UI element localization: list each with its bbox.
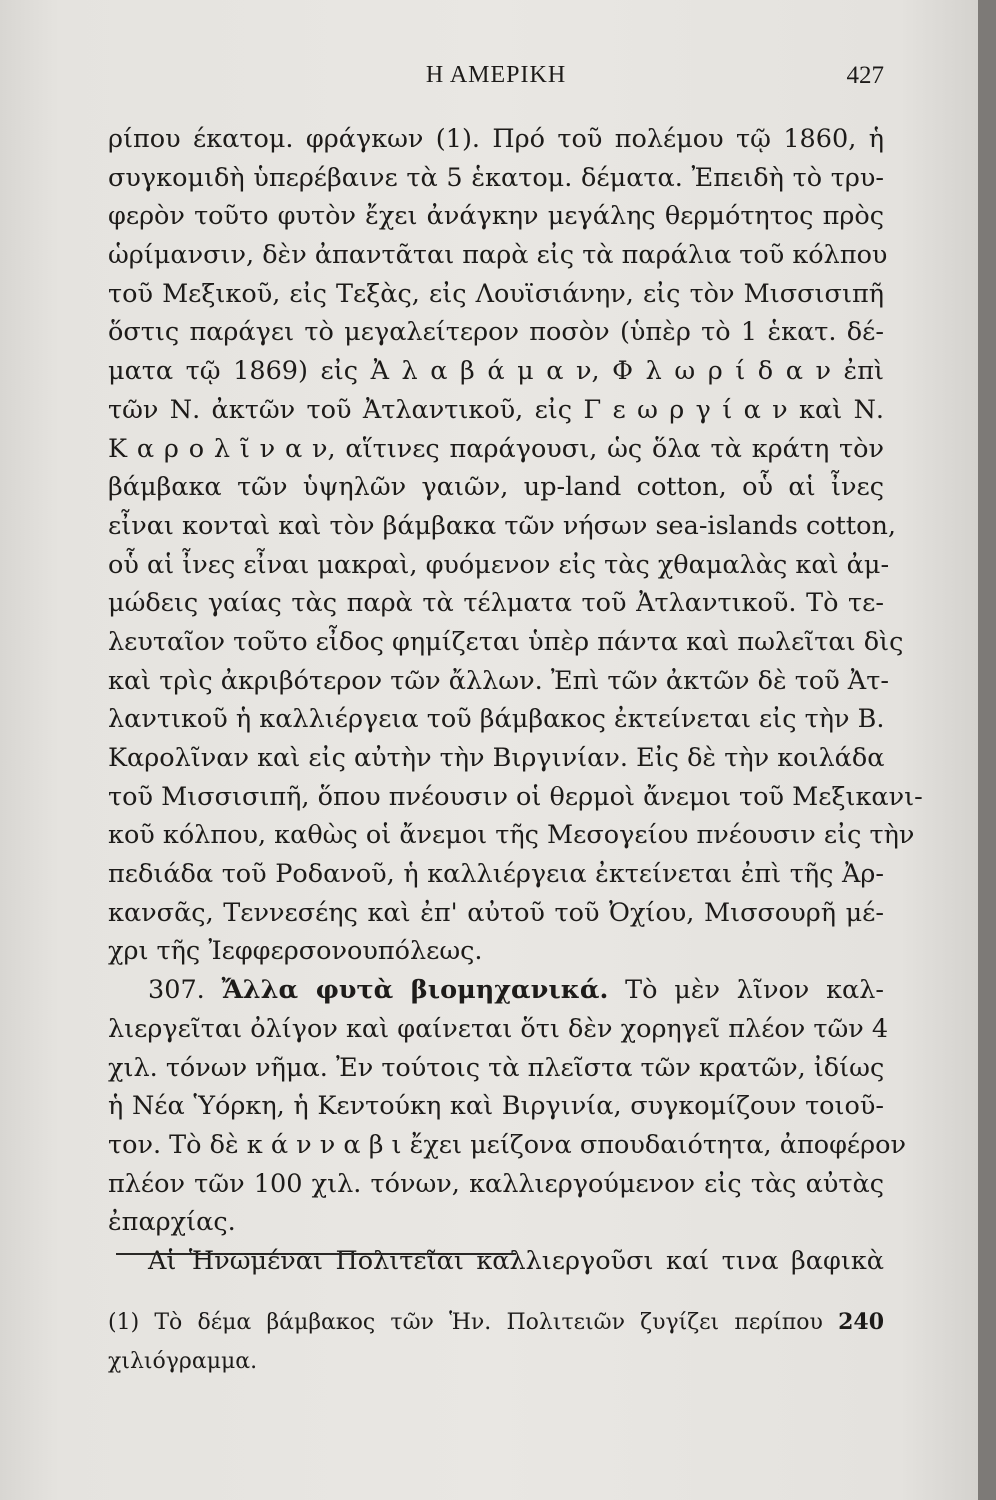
section-title: Ἄλλα φυτὰ βιομηχανικά. xyxy=(221,975,609,1006)
footnote-line xyxy=(108,1302,884,1342)
section-number: 307. xyxy=(148,975,205,1006)
text-line: λιεργεῖται ὀλίγον καὶ φαίνεται ὅτι δὲν χορηγεῖ πλέον τῶν 4 xyxy=(108,1013,889,1044)
text-line: ἡ Νέα Ὑόρκη, ἡ Κεντούκη καὶ Βιργινία, συγκομίζουν τοιοῦ- xyxy=(108,1091,884,1122)
footnote-text: Τὸ δέμα βάμβακος τῶν Ἡν. Πολιτειῶν ζυγίζει περίπου xyxy=(154,1310,823,1335)
text-line: συγκομιδὴ ὑπερέβαινε τὰ 5 ἑκατομ. δέματα. Ἐπειδὴ τὸ τρυ- xyxy=(108,162,884,193)
footnote-weight: 240 xyxy=(838,1309,885,1335)
text-line: τον. Τὸ δὲ κ ά ν ν α β ι ἔχει μείζονα σπουδαιότητα, ἀποφέρον xyxy=(108,1129,906,1160)
text-line: τοῦ Μεξικοῦ, εἰς Τεξὰς, εἰς Λουϊσιάνην, εἰς τὸν Μισσισιπῆ xyxy=(108,278,884,309)
text-line: κανσᾶς, Τεννεσέης καὶ ἐπ' αὐτοῦ τοῦ Ὀχίου, Μισσουρῆ μέ- xyxy=(108,897,884,928)
footnote-marker: (1) xyxy=(108,1310,140,1335)
text-line: Καρολῖναν καὶ εἰς αὐτὴν τὴν Βιργινίαν. Εἰς δὲ τὴν κοιλάδα xyxy=(108,743,885,773)
text-line: εἶναι κονταὶ καὶ τὸν βάμβακα τῶν νήσων sea-islands cotton, xyxy=(108,510,896,541)
page-header xyxy=(108,60,884,100)
text-line: ὅστις παράγει τὸ μεγαλείτερον ποσὸν (ὑπὲρ τὸ 1 ἑκατ. δέ- xyxy=(108,317,884,348)
text-line: ρίπου έκατομ. φράγκων (1). Πρό τοῦ πολέμου τῷ 1860, ἡ xyxy=(108,124,884,154)
text-line: χρι τῆς Ἰεφφερσονουπόλεως. xyxy=(108,936,483,967)
footnote-divider xyxy=(116,1253,516,1255)
text-line: Αἱ Ἡνωμέναι Πολιτεῖαι καλλιεργοῦσι καί τινα βαφικὰ xyxy=(148,1245,884,1276)
text-line: τοῦ Μισσισιπῆ, ὅπου πνέουσιν οἱ θερμοὶ ἄνεμοι τοῦ Μεξικανι- xyxy=(108,781,923,812)
text-line: ματα τῷ 1869) εἰς Ἀ λ α β ά μ α ν, Φ λ ω ρ ί δ α ν ἐπὶ xyxy=(108,356,884,387)
running-title: Η ΑΜΕΡΙΚΗ xyxy=(425,62,567,88)
text-line: λευταῖον τοῦτο εἶδος φημίζεται ὑπὲρ πάντα καὶ πωλεῖται δὶς xyxy=(108,626,904,657)
section-first-text: Τὸ μὲν λῖνον καλ- xyxy=(625,975,885,1006)
text-line: κοῦ κόλπου, καθὼς οἱ ἄνεμοι τῆς Μεσογείου πνέουσιν εἰς τὴν xyxy=(108,820,915,851)
text-line: λαντικοῦ ἡ καλλιέργεια τοῦ βάμβακος ἐκτείνεται εἰς τὴν Β. xyxy=(108,704,885,735)
text-line: φερὸν τοῦτο φυτὸν ἔχει ἀνάγκην μεγάλης θερμότητος πρὸς xyxy=(108,201,884,232)
footnote xyxy=(108,1302,884,1382)
text-line: οὗ αἱ ἶνες εἶναι μακραὶ, φυόμενον εἰς τὰς χθαμαλὰς καὶ ἀμ- xyxy=(108,549,890,580)
text-line: πεδιάδα τοῦ Ροδανοῦ, ἡ καλλιέργεια ἐκτείνεται ἐπὶ τῆς Ἀρ- xyxy=(108,859,884,890)
footnote-line: χιλιόγραμμα. xyxy=(108,1349,258,1374)
text-line: πλέον τῶν 100 χιλ. τόνων, καλλιεργούμενον εἰς τὰς αὐτὰς xyxy=(108,1168,884,1199)
text-line: τῶν Ν. ἀκτῶν τοῦ Ἀτλαντικοῦ, εἰς Γ ε ω ρ γ ί α ν καὶ Ν. xyxy=(108,394,884,425)
text-line: Κ α ρ ο λ ῖ ν α ν, αἵτινες παράγουσι, ὡς ὅλα τὰ κράτη τὸν xyxy=(108,433,884,464)
text-line: βάμβακα τῶν ὑψηλῶν γαιῶν, up-land cotton, οὗ αἱ ἶνες xyxy=(108,472,884,503)
text-line: καὶ τρὶς ἀκριβότερον τῶν ἄλλων. Ἐπὶ τῶν ἀκτῶν δὲ τοῦ Ἀτ- xyxy=(108,665,889,696)
text-line: μώδεις γαίας τὰς παρὰ τὰ τέλματα τοῦ Ἀτλαντικοῦ. Τὸ τε- xyxy=(108,588,884,619)
body-text xyxy=(108,120,923,1281)
text-line: ὡρίμανσιν, δὲν ἀπαντᾶται παρὰ εἰς τὰ παράλια τοῦ κόλπου xyxy=(108,240,888,271)
text-line: χιλ. τόνων νῆμα. Ἐν τούτοις τὰ πλεῖστα τῶν κρατῶν, ἰδίως xyxy=(108,1052,885,1083)
page-number: 427 xyxy=(846,62,884,89)
section-heading-line xyxy=(108,971,884,1010)
text-line: ἐπαρχίας. xyxy=(108,1207,236,1238)
